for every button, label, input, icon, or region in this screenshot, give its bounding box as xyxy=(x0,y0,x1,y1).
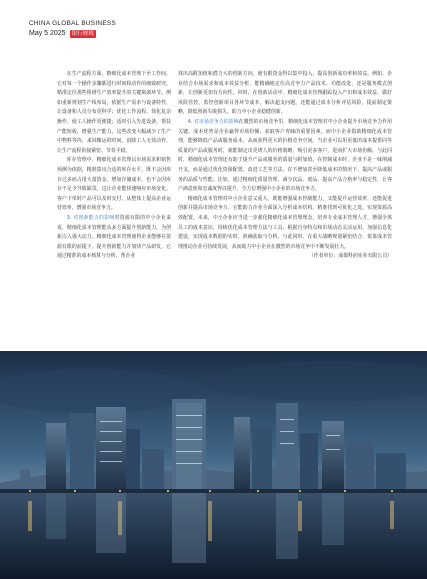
author-affiliation: （作者单位：成都科润实业有限公司） xyxy=(308,253,392,260)
paragraph-text: 在激烈的市场竞争里，精细化成本管理对中小企业提升市场竞争力作用关键。成本优势是企业赢得市场份额、获取客户青睐的重要因素。而中小企业借助精细化成本管理，能够降低产品或服务成本，从而获得更大的价格竞争空间。当企业可以用更低的成本提供同等质量的产品或服务时，就能制定出更诱人的价格策略，吸引更多客户，进而扩大市场份额。与此同时，精细化成本管理还有助于提升产品或服务的质量与附加值。在控制成本时，企业不是一味削减开支，而是通过优化资源配置、改进工艺等方法，在不增加甚至降低成本的情况下，提高产品或服务的品质与性能。比如，通过精细化质量管理，减少次品、废品，提高产品合格率与稳定性，让客户满意度和忠诚度得以提升，全方位增强中小企业的市场竞争力。 xyxy=(178,118,392,193)
section-paragraph xyxy=(178,118,392,195)
section-heading: 3. 对创新能力的影响 xyxy=(66,214,115,221)
page-header xyxy=(29,20,199,38)
issue-date: May 5 2025 xyxy=(29,30,66,37)
section-paragraph xyxy=(57,214,171,262)
paragraph: 库存管理中，精细化成本管理以市场需求和销售预测为依据，精准算出合适的库存水平，既不会因库存过多而占用大量资金，增加存储成本，也不会因库存不足少导致缺货。这让企业能快速响应市场变化，客户下单时产品可以及时交付，从整体上提高企业运营效率，增强市场竞争力。 xyxy=(57,157,171,212)
section-heading: 4. 对市场竞争力的影响 xyxy=(187,118,239,125)
city-skyline-photo xyxy=(0,351,427,579)
magazine-name: CHINA GLOBAL BUSINESS xyxy=(29,20,117,27)
paragraph: 找出高附加值和潜力大的创新方向，使有限资金得以集中投入，提高创新成功率和效益。例如，企业结合市场需求和成本效益分析，能精确地定位高竞争力产品技术、功能改进，还是服务模式创新，让创新更加有方向性。同时，在创新活动中，精细化成本管理跟踪投入产出和成本效益，做好风险管控，监控创新项目各环节成本，解决超支问题，还能通过成本分析评估风险，提前制定策略，降低创新失败损失，助力中小企业稳健创新。 xyxy=(178,71,392,116)
paragraph-text: 对资源有限的中小企业来说，精细化成本管理能从多方面提升创新能力，为创新注入强大动力。精细化成本管理使得企业能够在资源有限的前提下，提升创新能力并加快产品研发。它通过精准的成本核算与分析，帮企业 xyxy=(57,214,171,260)
paragraph: 在生产流程方面，精细化成本管理下至工作间，它对每一个操作步骤都进行时间和动作的细致研究。精准定位那些阻碍生产效率提升的关键瓶颈环节。例如重新规划生产线布局，依据生产需求与设备特性，让设备和人员分布更科学；优化工作流程，简化复杂操作，使工人操作更便捷；适时引入先进设备，帮扶产能短板，增强生产能力，这些改变大幅减少了生产中物料等待、来回搬运的时间，消除工人无效动作，让生产流程衔接紧密、节奏平稳。 xyxy=(57,71,171,154)
section-badge: 银行财税 xyxy=(71,30,94,37)
article-left-column xyxy=(57,70,171,262)
article-right-column xyxy=(178,70,392,262)
date-row xyxy=(29,29,199,38)
paragraph: 精细化成本管理对中小企业意义重大，既能增强成本控制能力，又能提升运营效率，还能促进创新并提高市场竞争力。它能助力企业全面深入分析成本结构，精准找到可优化之处，实现资源高效配置。未来，中小企业应当进一步强化精细化成本管理理念，培养专业成本管理人才，增强全体员工的成本意识，持续优化成本管理方法与工具，根据自身特点和市场动态灵活运用，加强信息化建设，实现成本数据的实时、准确获取与分析。与此同时，在重大战略规划紧密结合，依靠成本管理推动企业可持续发展，从而助力中小企业在激烈的市场竞争中不断发展壮大。 xyxy=(178,195,392,250)
